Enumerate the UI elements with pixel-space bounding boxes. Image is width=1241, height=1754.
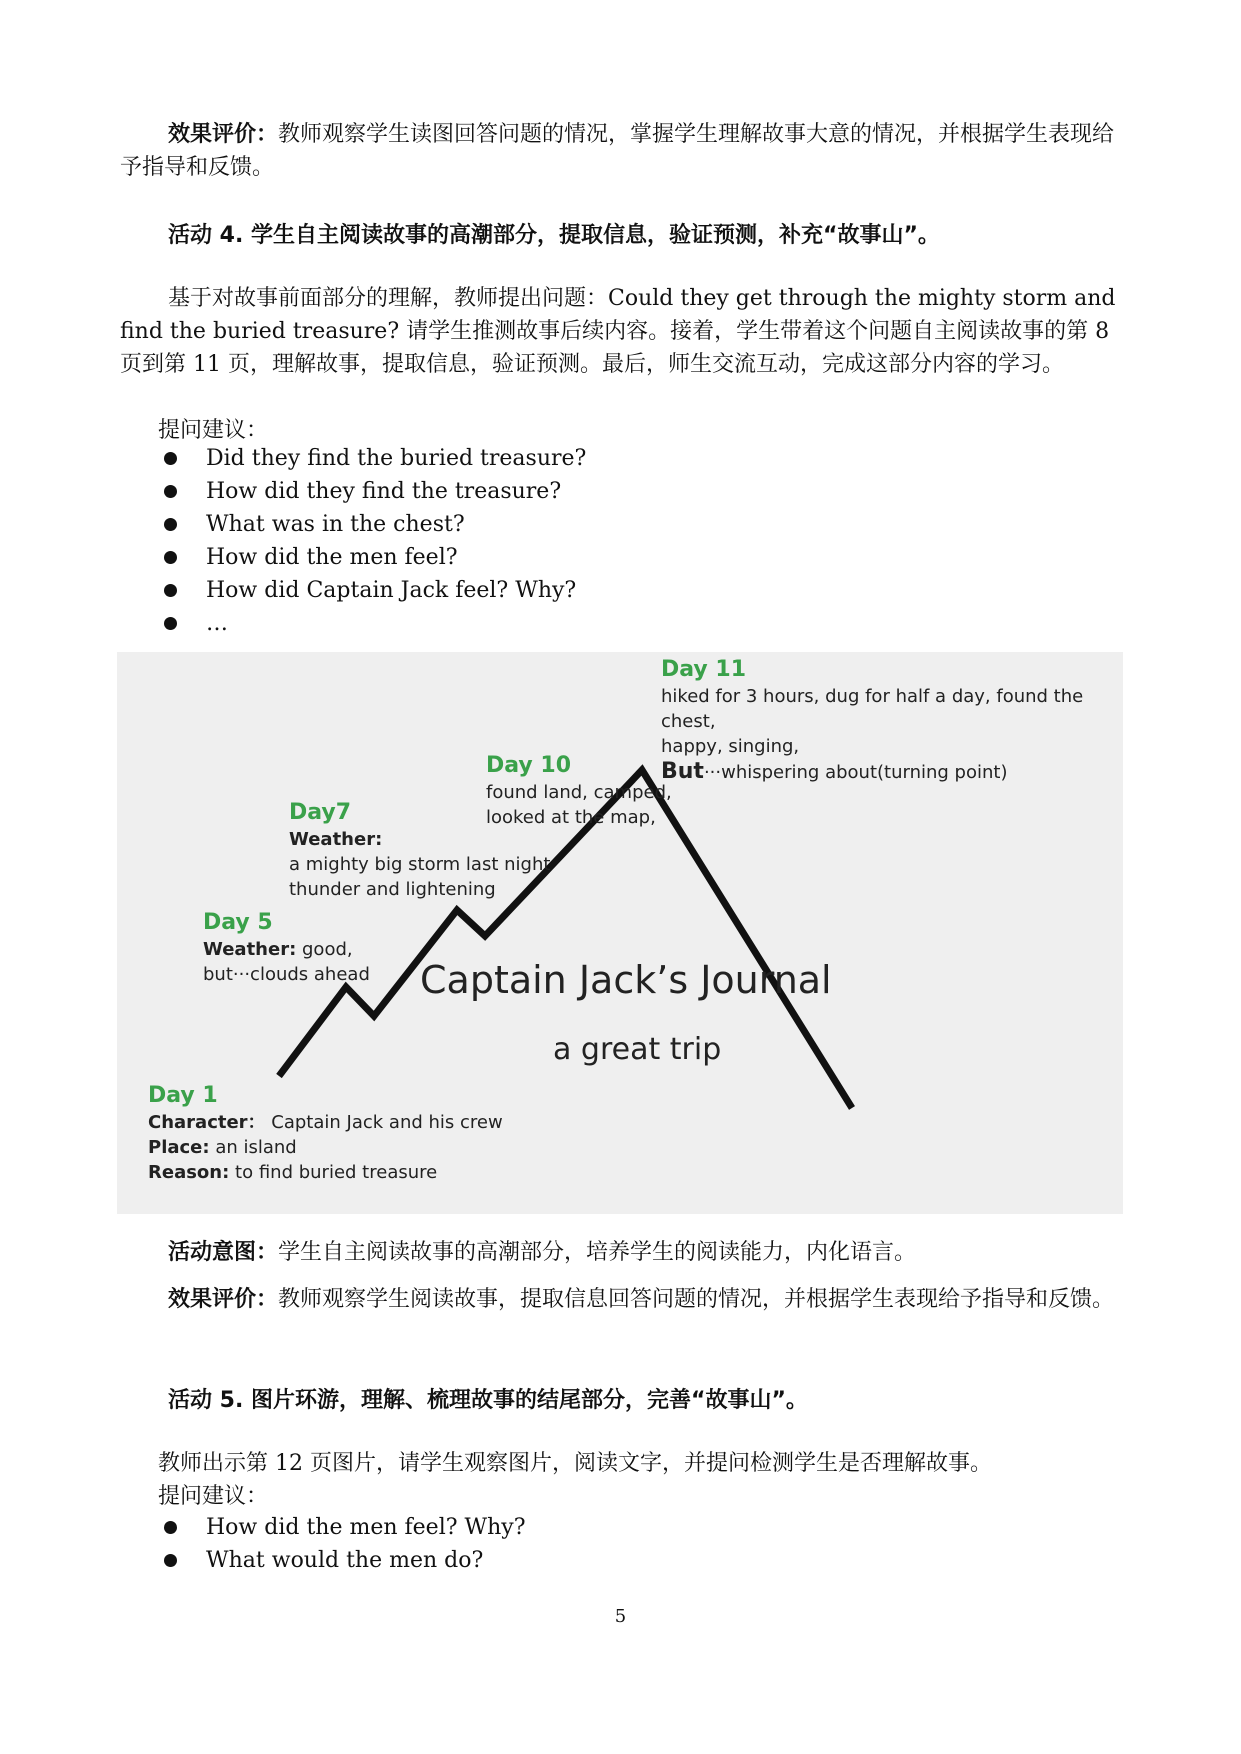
evaluation-label: 效果评价： xyxy=(168,1286,279,1312)
list-item: How did they find the treasure? xyxy=(160,475,586,508)
day-10-note-2: looked at the map, xyxy=(486,807,656,828)
activity-5-paragraph: 教师出示第 12 页图片，请学生观察图片，阅读文字，并提问检测学生是否理解故事。 xyxy=(158,1451,992,1476)
day-11-note-3: ···whispering about(turning point) xyxy=(703,762,1008,783)
weather-value: good, xyxy=(296,939,353,960)
day-11-label: Day 11 xyxy=(661,657,747,682)
list-item: … xyxy=(160,607,586,640)
reason-label: Reason: xyxy=(148,1162,230,1183)
list-item: What would the men do? xyxy=(160,1544,526,1577)
day-10-label: Day 10 xyxy=(486,753,572,778)
day-7-note-2: thunder and lightening xyxy=(289,879,496,900)
activity-4-paragraph: 基于对故事前面部分的理解，教师提出问题：Could they get through the mighty storm and find the buried treasure? 请学生推测故事后续内容。接着，学生带着这个问题自主阅读故事的第 8 页到第 11 页，理解故事，提取信息，验证预测。最后，师生交流互动，完成这部分内容的学习。 xyxy=(120,286,1116,377)
evaluation-text: 教师观察学生阅读故事，提取信息回答问题的情况，并根据学生表现给予指导和反馈。 xyxy=(278,1287,1115,1312)
day-10-note-1: found land, camped, xyxy=(486,782,672,803)
place-value: an island xyxy=(209,1137,297,1158)
intent-label: 活动意图： xyxy=(168,1239,279,1265)
list-item: What was in the chest? xyxy=(160,508,586,541)
day-11-note-2: happy, singing, xyxy=(661,736,800,757)
figure-subtitle: a great trip xyxy=(553,1032,722,1067)
day-1-label: Day 1 xyxy=(148,1083,218,1108)
evaluation-label: 效果评价： xyxy=(168,121,279,147)
story-mountain-figure xyxy=(117,652,1123,1214)
evaluation-paragraph-2 xyxy=(120,1283,1120,1316)
day-1-annotation xyxy=(148,1082,503,1185)
activity-4-heading: 活动 4. 学生自主阅读故事的高潮部分，提取信息，验证预测，补充“故事山”。 xyxy=(168,223,940,248)
list-item: How did Captain Jack feel? Why? xyxy=(160,574,586,607)
day-5-label: Day 5 xyxy=(203,910,273,935)
day-5-annotation xyxy=(203,909,370,987)
list-item: How did the men feel? Why? xyxy=(160,1511,526,1544)
place-label: Place: xyxy=(148,1137,210,1158)
turning-point-but: But xyxy=(661,759,704,784)
question-suggestion-label-2: 提问建议： xyxy=(158,1484,269,1509)
day-7-label: Day7 xyxy=(289,800,352,825)
day-11-annotation xyxy=(661,656,1123,785)
evaluation-paragraph-1 xyxy=(120,118,1120,184)
list-item: Did they find the buried treasure? xyxy=(160,442,586,475)
weather-label: Weather: xyxy=(289,829,383,850)
day-10-annotation xyxy=(486,752,672,830)
question-suggestion-label-1: 提问建议： xyxy=(158,418,269,443)
activity-5-heading: 活动 5. 图片环游，理解、梳理故事的结尾部分，完善“故事山”。 xyxy=(168,1388,808,1413)
intent-paragraph xyxy=(120,1236,1120,1269)
question-list-2 xyxy=(160,1511,526,1577)
day-5-note: but···clouds ahead xyxy=(203,964,370,985)
character-value: Captain Jack and his crew xyxy=(265,1112,503,1133)
question-list-1 xyxy=(160,442,586,640)
weather-label: Weather: xyxy=(203,939,297,960)
evaluation-text: 教师观察学生读图回答问题的情况，掌握学生理解故事大意的情况，并根据学生表现给予指导和反馈。 xyxy=(120,122,1115,180)
page-number: 5 xyxy=(614,1606,627,1627)
day-7-note-1: a mighty big storm last night xyxy=(289,854,551,875)
intent-text: 学生自主阅读故事的高潮部分，培养学生的阅读能力，内化语言。 xyxy=(278,1240,917,1265)
reason-value: to find buried treasure xyxy=(229,1162,438,1183)
list-item: How did the men feel? xyxy=(160,541,586,574)
figure-title: Captain Jack’s Journal xyxy=(420,958,832,1002)
character-label: Character： xyxy=(148,1112,266,1133)
day-11-note-1: hiked for 3 hours, dug for half a day, found the chest, xyxy=(661,686,1084,732)
